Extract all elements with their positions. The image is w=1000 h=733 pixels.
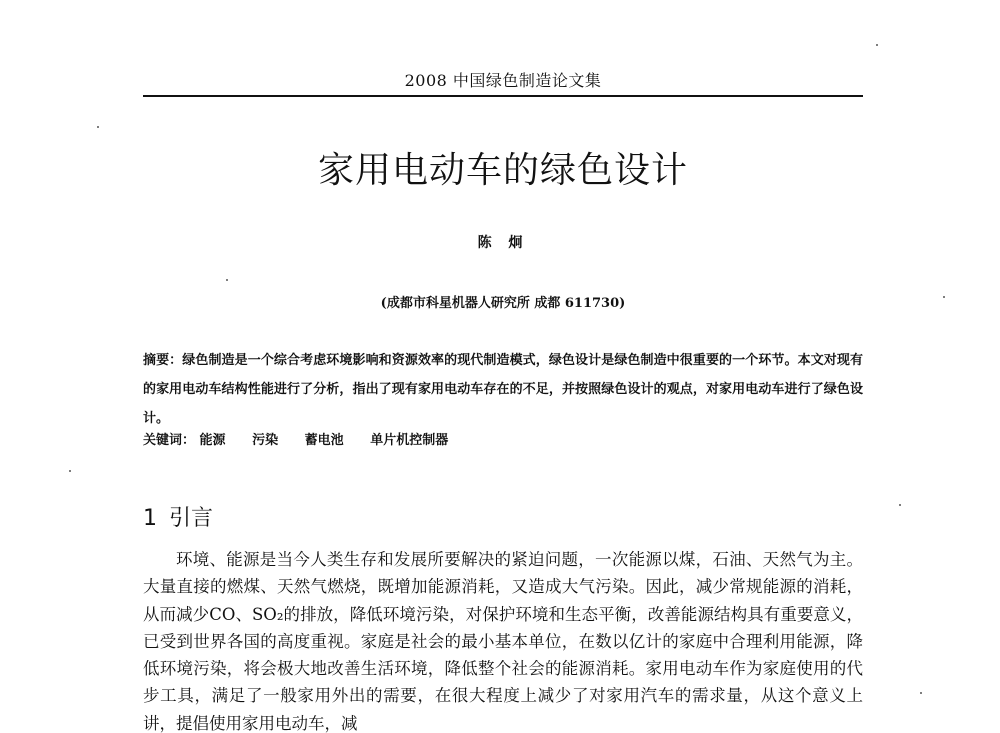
author-affiliation: (成都市科星机器人研究所 成都 611730) — [380, 296, 626, 311]
abstract-text: 绿色制造是一个综合考虑环境影响和资源效率的现代制造模式，绿色设计是绿色制造中很重要的一个环节。本文对现有的家用电动车结构性能进行了分析，指出了现有家用电动车存在的不足，并按照绿色设计的观点，对家用电动车进行了绿色设计。 — [143, 353, 863, 426]
abstract-label: 摘要： — [143, 353, 183, 368]
paper-title: 家用电动车的绿色设计 — [317, 150, 688, 191]
keyword-item: 污染 — [252, 433, 279, 448]
scan-speck — [943, 296, 945, 298]
section-number: 1 — [143, 506, 157, 531]
scan-speck — [69, 470, 71, 472]
abstract — [143, 346, 863, 433]
scan-speck — [876, 44, 878, 46]
running-header: 2008 中国绿色制造论文集 — [404, 71, 602, 90]
scan-speck — [899, 504, 901, 506]
keyword-item: 单片机控制器 — [370, 433, 449, 448]
section-heading — [143, 504, 213, 534]
header-rule — [143, 95, 863, 97]
keywords — [143, 430, 863, 452]
keywords-label: 关键词： — [143, 433, 196, 448]
scan-speck — [97, 126, 99, 128]
scan-speck — [226, 279, 228, 281]
section-title: 引言 — [169, 506, 214, 531]
scan-speck — [920, 692, 922, 694]
author-name: 陈 炯 — [477, 235, 529, 251]
keyword-item: 蓄电池 — [304, 433, 344, 448]
keyword-item: 能源 — [199, 433, 226, 448]
body-paragraph: 环境、能源是当今人类生存和发展所要解决的紧迫问题，一次能源以煤，石油、天然气为主。大量直接的燃煤、天然气燃烧，既增加能源消耗，又造成大气污染。因此，减少常规能源的消耗，从而减少CO、SO₂的排放，降低环境污染，对保护环境和生态平衡，改善能源结构具有重要意义，已受到世界各国的高度重视。家庭是社会的最小基本单位，在数以亿计的家庭中合理利用能源，降低环境污染，将会极大地改善生活环境，降低整个社会的能源消耗。家用电动车作为家庭使用的代步工具，满足了一般家用外出的需要，在很大程度上减少了对家用汽车的需求量，从这个意义上讲，提倡使用家用电动车，减 — [143, 550, 863, 733]
